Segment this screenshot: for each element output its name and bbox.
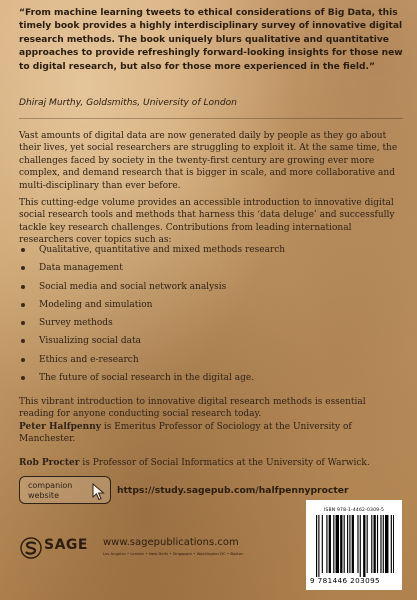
bullet-icon	[21, 248, 25, 252]
bullet-icon	[21, 358, 25, 362]
barcode-icon	[316, 515, 394, 577]
list-item: Data management	[19, 262, 403, 280]
publisher-url[interactable]: www.sagepublications.com	[103, 537, 239, 548]
cursor-arrow-icon	[92, 483, 106, 501]
endorsement-attribution: Dhiraj Murthy, Goldsmiths, University of London	[19, 98, 237, 108]
list-item: Visualizing social data	[19, 335, 403, 353]
list-item: The future of social research in the digital age.	[19, 372, 403, 390]
companion-website-badge[interactable]	[19, 476, 111, 504]
list-item: Social media and social network analysis	[19, 281, 403, 299]
bullet-icon	[21, 303, 25, 307]
barcode-bar	[329, 515, 331, 573]
companion-line-2: website	[28, 491, 59, 500]
barcode-bar	[344, 515, 345, 573]
author-name: Peter Halfpenny	[19, 422, 101, 432]
barcode-bar	[333, 515, 334, 573]
barcode-bar	[360, 515, 361, 577]
divider	[19, 118, 403, 119]
bullet-icon	[21, 285, 25, 289]
author-name: Rob Procter	[19, 458, 80, 468]
barcode-bar	[322, 515, 323, 573]
author-bio-text: is Professor of Social Informatics at the University of Warwick.	[79, 458, 370, 468]
barcode-bar	[340, 515, 342, 573]
bullet-icon	[21, 321, 25, 325]
bullet-icon	[21, 266, 25, 270]
list-item: Modeling and simulation	[19, 299, 403, 317]
barcode-bar	[352, 515, 354, 573]
sage-logo-icon	[20, 537, 42, 559]
isbn-digits: 9 781446 203095	[310, 576, 381, 585]
barcode-bar	[380, 515, 381, 573]
barcode-bar	[385, 515, 388, 573]
description-paragraph-2: This cutting-edge volume provides an accessible introduction to innovative digital social research tools and methods that harness this ‘data deluge’ and successfully tackle key research challenges. Contributions from leading international researchers cover topics such as:	[19, 198, 395, 246]
bullet-icon	[21, 376, 25, 380]
author-bio-halfpenny	[19, 421, 403, 446]
topics-list	[19, 244, 403, 390]
companion-line-1: companion	[28, 481, 73, 490]
author-bio-text: is Emeritus Professor of Sociology at the University of Manchester.	[19, 422, 352, 445]
barcode-bar	[357, 515, 358, 573]
list-item: Survey methods	[19, 317, 403, 335]
barcode-panel	[306, 500, 402, 590]
barcode-bar	[367, 515, 368, 573]
barcode-bar	[377, 515, 378, 573]
barcode-bar	[326, 515, 327, 573]
publisher-name: SAGE	[44, 537, 88, 553]
endorsement-quote: “From machine learning tweets to ethical considerations of Big Data, this timely book provides a highly interdisciplinary survey of innovative digital research methods. The book uniquely blurs qualitative and quantitative approaches to provide refreshingly forward-looking insights for those new to digital research, but also for those more experienced in the field.”	[19, 8, 403, 72]
bullet-icon	[21, 339, 25, 343]
barcode-bar	[383, 515, 384, 573]
barcode-bar	[371, 515, 372, 573]
list-item: Ethics and e-research	[19, 354, 403, 372]
isbn-label: ISBN 978-1-4462-0309-5	[323, 508, 385, 513]
barcode-bar	[393, 515, 394, 573]
companion-website-link[interactable]: https://study.sagepub.com/halfpennyprocter	[117, 485, 349, 496]
closing-paragraph: This vibrant introduction to innovative digital research methods is essential reading for anyone conducting social research today.	[19, 397, 366, 420]
barcode-bar	[349, 515, 350, 573]
list-item: Qualitative, quantitative and mixed methods research	[19, 244, 403, 262]
publisher-cities: Los Angeles • London • New Delhi • Singapore • Washington DC • Boston	[103, 551, 244, 556]
description-paragraph-1: Vast amounts of digital data are now generated daily by people as they go about their lives, yet social researchers are struggling to exploit it. At the same time, the challenges faced by society in the twenty-first century are growing ever more complex, and demand research that is bigger in scale, and more collaborative and multi-disciplinary than ever before.	[19, 131, 398, 191]
barcode-bar	[391, 515, 392, 573]
barcode-bar	[374, 515, 376, 573]
barcode-bar	[363, 515, 365, 577]
barcode-bar	[318, 515, 319, 577]
barcode-bar	[316, 515, 317, 577]
barcode-bar	[347, 515, 348, 573]
barcode-bar	[336, 515, 339, 573]
author-bio-procter	[19, 457, 403, 469]
